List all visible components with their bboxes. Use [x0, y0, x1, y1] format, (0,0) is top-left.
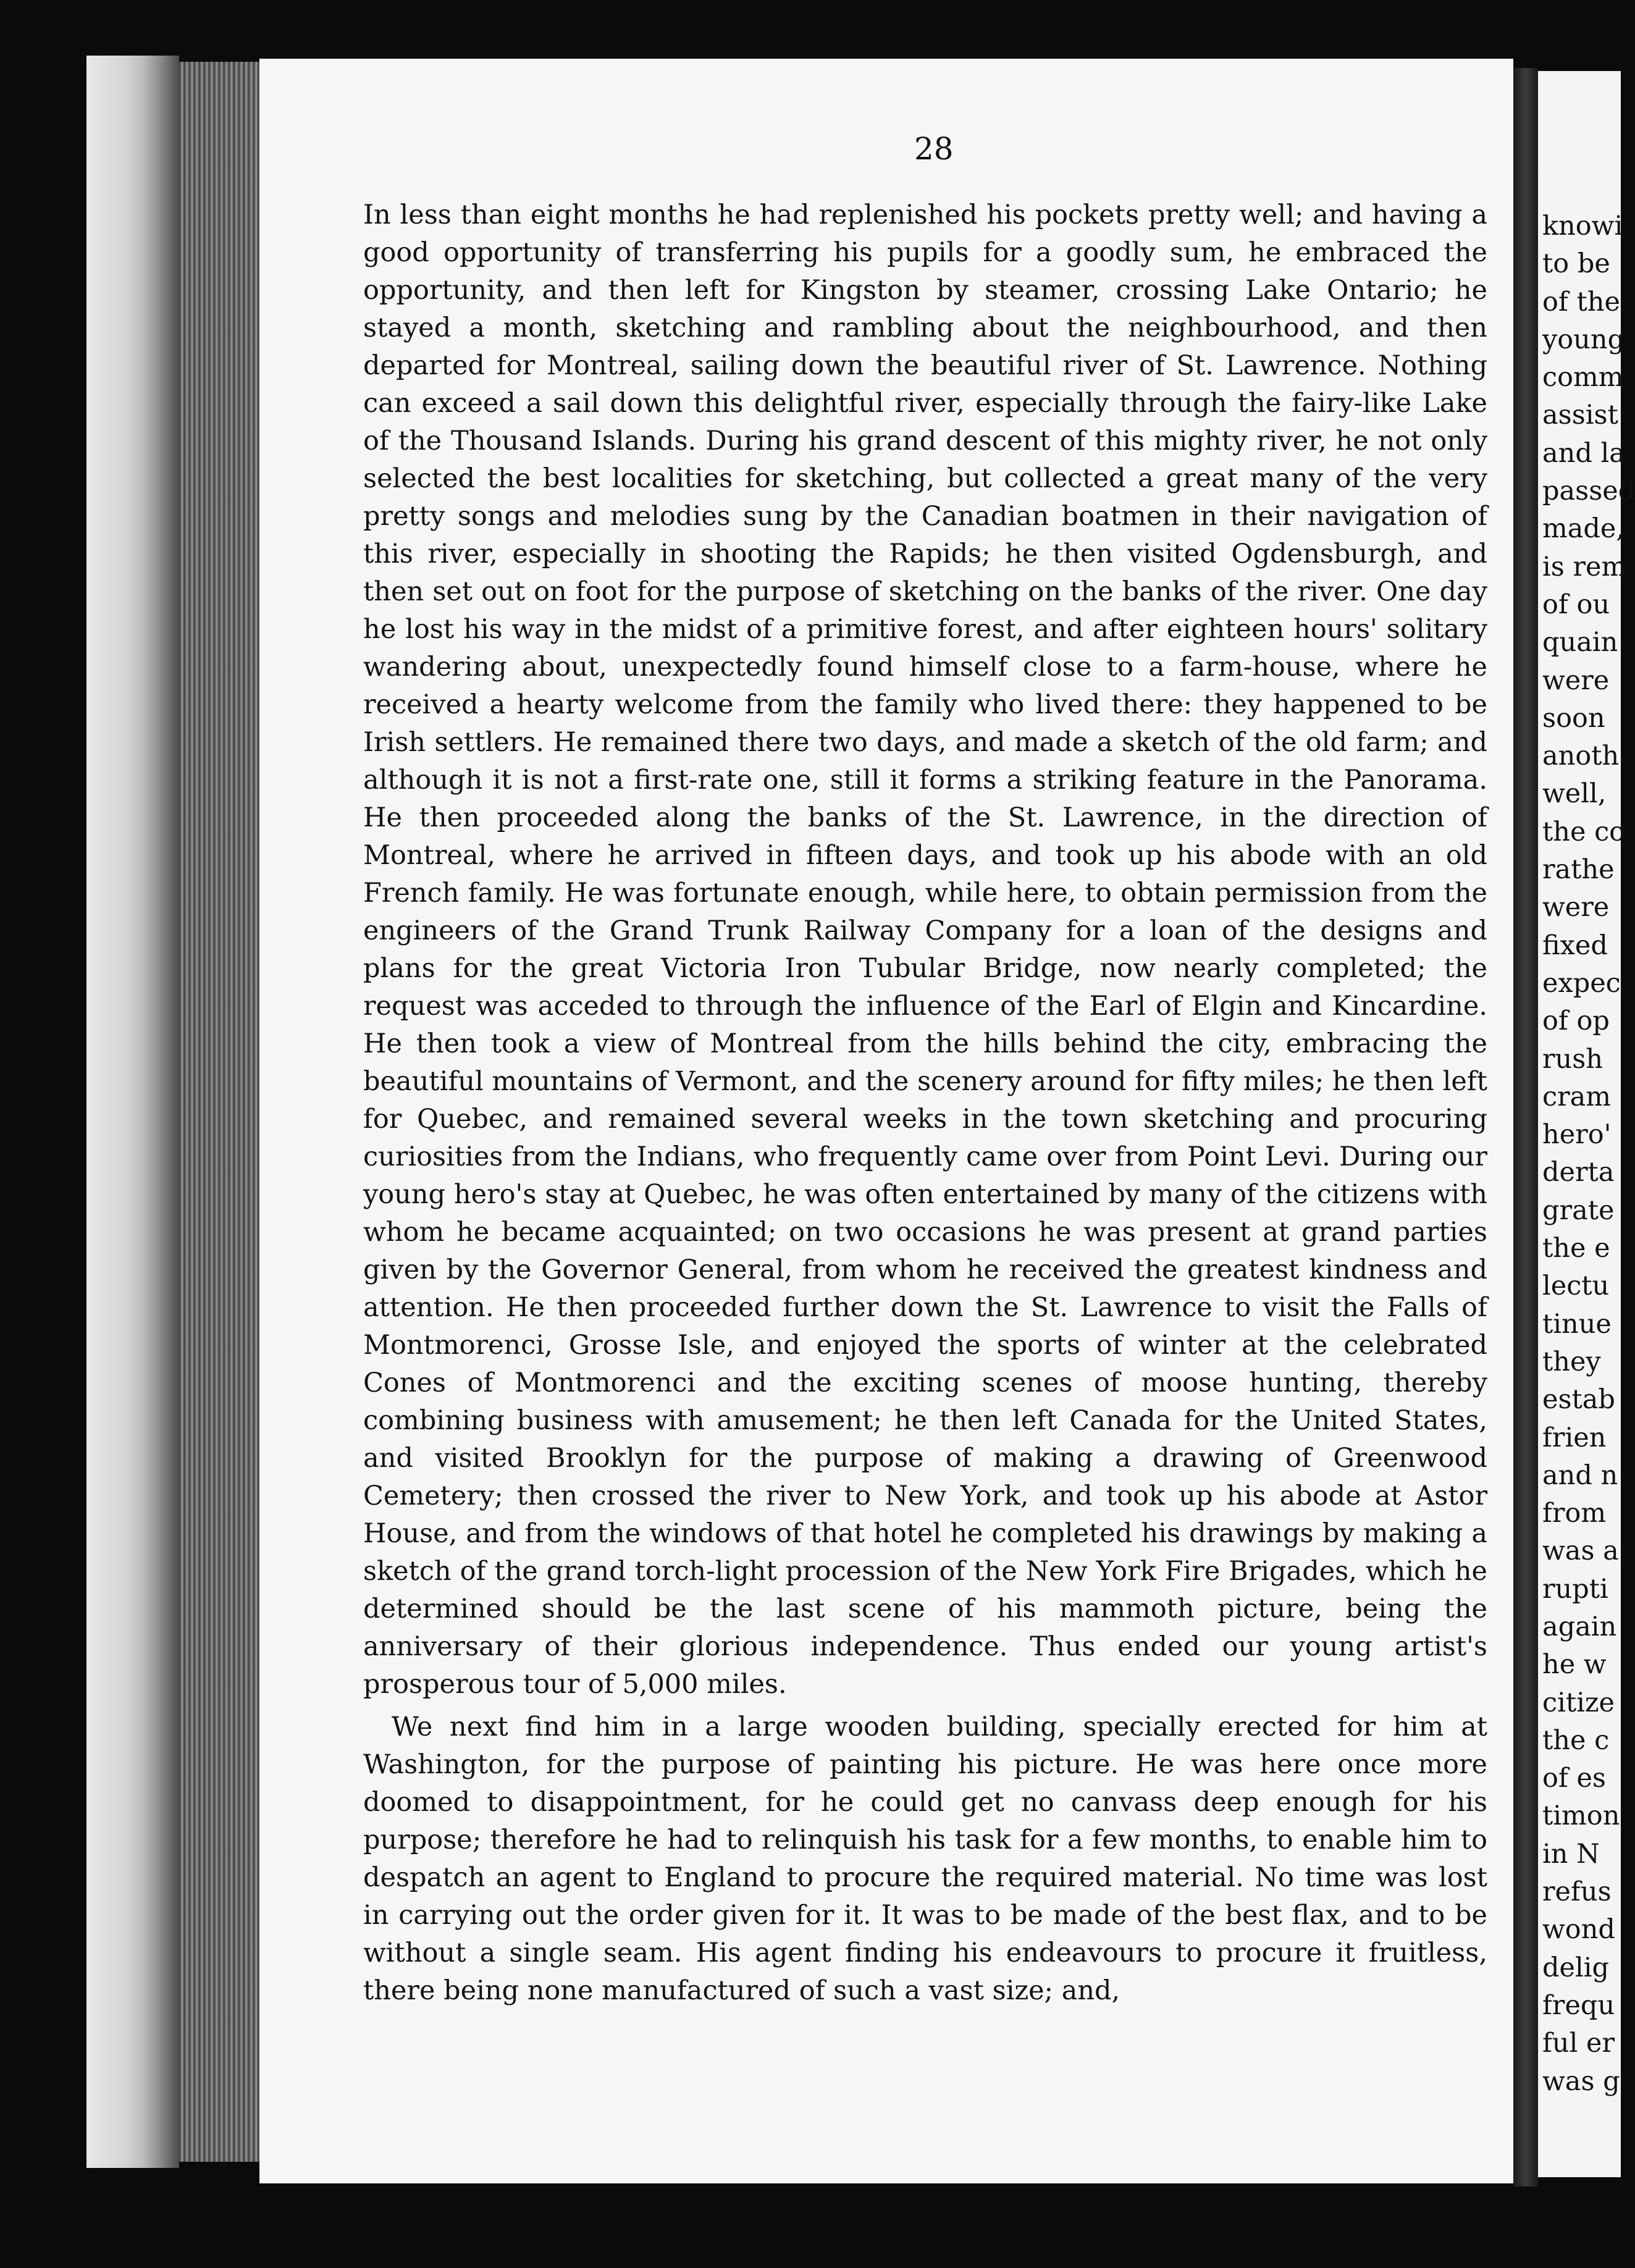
next-page-line: again: [1542, 1611, 1617, 1642]
next-page-line: of ou: [1542, 589, 1610, 620]
next-page-line: grate: [1542, 1195, 1615, 1226]
next-page-line: from: [1542, 1498, 1607, 1529]
page-number: 28: [914, 131, 954, 167]
next-page-line: passed: [1542, 476, 1635, 507]
next-page-line: of op: [1542, 1006, 1610, 1037]
next-page-line: lectu: [1542, 1270, 1610, 1302]
next-page-line: refus: [1542, 1876, 1612, 1908]
next-page-line: and n: [1542, 1460, 1618, 1491]
next-page-line: wond: [1542, 1914, 1615, 1946]
next-page-line: the c: [1542, 1724, 1610, 1756]
next-page-line: soon: [1542, 702, 1605, 734]
next-page-line: the e: [1542, 1233, 1610, 1264]
next-page-line: young: [1542, 324, 1625, 355]
page-left-edge: [86, 56, 179, 2168]
next-page-line: of the: [1542, 286, 1620, 317]
next-page-line: assist: [1542, 400, 1618, 431]
next-page-line: quain: [1542, 627, 1618, 658]
next-page-line: were: [1542, 665, 1610, 696]
next-page-line: estab: [1542, 1384, 1615, 1416]
next-page-line: fixed: [1542, 930, 1608, 961]
next-page-line: hero': [1542, 1119, 1612, 1151]
next-page-line: comm: [1542, 362, 1624, 393]
next-page-line: frien: [1542, 1422, 1607, 1453]
next-page-line: knowi: [1542, 211, 1623, 242]
next-page-line: rush: [1542, 1043, 1603, 1075]
page-gutter: [179, 62, 259, 2162]
next-page-line: to be: [1542, 248, 1610, 280]
next-page-line: were: [1542, 892, 1610, 923]
next-page-line: rathe: [1542, 854, 1615, 886]
next-page-line: well,: [1542, 778, 1607, 810]
next-page-line: rupti: [1542, 1573, 1608, 1605]
next-page-line: ful er: [1542, 2028, 1615, 2059]
next-page-line: the co: [1542, 816, 1626, 847]
next-page-line: expec: [1542, 967, 1621, 999]
next-page-line: frequ: [1542, 1989, 1615, 2021]
next-page-line: citize: [1542, 1687, 1615, 1718]
next-page-line: of es: [1542, 1763, 1606, 1794]
next-page-line: delig: [1542, 1952, 1610, 1983]
next-page-line: cram: [1542, 1081, 1612, 1112]
next-page-line: anoth: [1542, 741, 1620, 772]
next-page-line: and la: [1542, 437, 1625, 469]
next-page-line: was g: [1542, 2065, 1620, 2097]
next-page-line: he w: [1542, 1649, 1607, 1681]
next-page-text: [1542, 208, 1635, 2101]
paragraph-2: We next find him in a large wooden building, specially erected for him at Washington, for the purpose of painting his picture. He was here once more doomed to disappointment, for he could get no canvass deep enough for his purpose; therefore he had to relinquish his task for a few months, to enable him to despatch an agent to England to procure the required material. No time was lost in carrying out the order given for it. It was to be made of the best flax, and to be without a single seam. His agent finding his endeavours to procure it fruitless, there being none manufactured of such a vast size; and,: [363, 1712, 1487, 2006]
next-page-line: timon: [1542, 1800, 1620, 1832]
paragraph-1: In less than eight months he had replenished his pockets pretty well; and having a good opportunity of transferring his pupils for a goodly sum, he embraced the opportunity, and then left for Kingston by steamer, crossing Lake Ontario; he stayed a month, sketching and rambling about the neighbourhood, and then departed for Montreal, sailing down the beautiful river of St. Lawrence. Nothing can exceed a sail down this delightful river, especially through the fairy-like Lake of the Thousand Islands. During his grand descent of this mighty river, he not only selected the best localities for sketching, but collected a great many of the very pretty songs and melodies sung by the Canadian boatmen in their navigation of this river, especially in shooting the Rapids; he then visited Ogdensburgh, and then set out on foot for the purpose of sketching on the banks of the river. One day he lost his way in the midst of a primitive forest, and after eighteen hours' solitary wandering about, unexpectedly found himself close to a farm-house, where he received a hearty welcome from the family who lived there: they happened to be Irish settlers. He remained there two days, and made a sketch of the old farm; and although it is not a first-rate one, still it forms a striking feature in the Panorama. He then proceeded along the banks of the St. Lawrence, in the direction of Montreal, where he arrived in fifteen days, and took up his abode with an old French family. He was fortunate enough, while here, to obtain permission from the engineers of the Grand Trunk Railway Company for a loan of the designs and plans for the great Victoria Iron Tubular Bridge, now nearly completed; the request was acceded to through the influence of the Earl of Elgin and Kincardine. He then took a view of Montreal from the hills behind the city, embracing the beautiful mountains of Vermont, and the scenery around for fifty miles; he then left for Quebec, and remained several weeks in the town sketching and procuring curiosities from the Indians, who frequently came over from Point Levi. During our young hero's stay at Quebec, he was often entertained by many of the citizens with whom he became acquainted; on two occasions he was present at grand parties given by the Governor General, from whom he received the greatest kindness and attention. He then proceeded further down the St. Lawrence to visit the Falls of Montmorenci, Grosse Isle, and enjoyed the sports of winter at the celebrated Cones of Montmorenci and the exciting scenes of moose hunting, thereby combining business with amusement; he then left Canada for the United States, and visited Brooklyn for the purpose of making a drawing of Greenwood Cemetery; then crossed the river to New York, and took up his abode at Astor House, and from the windows of that hotel he completed his drawings by making a sketch of the grand torch-light procession of the New York Fire Brigades, which he determined should be the last scene of his mammoth picture, being the anniversary of their glorious independence. Thus ended our young artist's prosperous tour of 5,000 miles.: [363, 200, 1487, 1700]
next-page-line: is rem: [1542, 551, 1627, 582]
next-page-line: in N: [1542, 1838, 1600, 1870]
next-page-line: they: [1542, 1346, 1601, 1377]
page-right-shadow: [1513, 68, 1538, 2186]
next-page-line: tinue: [1542, 1308, 1612, 1340]
next-page-line: derta: [1542, 1157, 1615, 1188]
body-text: [363, 196, 1487, 2010]
next-page-line: made,: [1542, 513, 1625, 545]
next-page-line: was a: [1542, 1535, 1619, 1567]
